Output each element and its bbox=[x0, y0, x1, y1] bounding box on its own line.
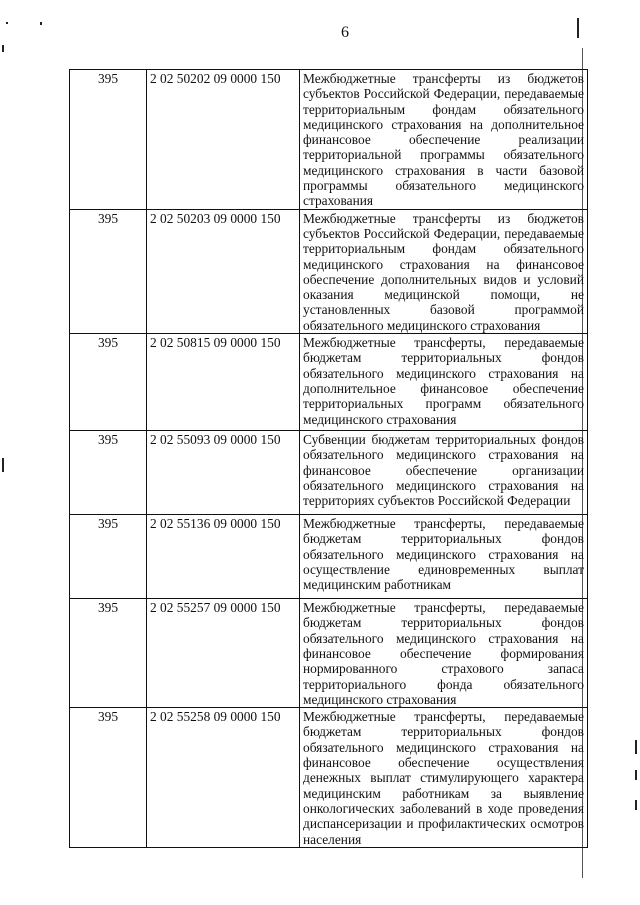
admin-code-cell: 395 bbox=[70, 599, 147, 708]
table-row bbox=[70, 209, 588, 333]
budget-code-cell: 2 02 50815 09 0000 150 bbox=[147, 334, 300, 431]
budget-code-cell: 2 02 50203 09 0000 150 bbox=[147, 209, 300, 333]
admin-code-cell: 395 bbox=[70, 334, 147, 431]
table-row bbox=[70, 515, 588, 599]
description-text: Межбюджетные трансферты из бюджетов субъектов Российской Федерации, передаваемые территориальным фондам обязательного медицинского страхования на дополнительное финансовое обеспечение реализации территориальной программы обязательного медицинского страхования в части базовой программы обязательного медицинского страхования bbox=[303, 71, 584, 209]
description-cell bbox=[300, 70, 588, 210]
scan-speck bbox=[635, 740, 637, 754]
description-text: Межбюджетные трансферты из бюджетов субъектов Российской Федерации, передаваемые территориальным фондам обязательного медицинского страхования на финансовое обеспечение дополнительных видов и условий оказания медицинской помощи, не установленных базовой программой обязательного медицинского страхования bbox=[303, 210, 584, 333]
description-text: Межбюджетные трансферты, передаваемые бюджетам территориальных фондов обязательного медицинского страхования на финансовое обеспечение формирования нормированного страхового запаса территориального фонда обязательного медицинского страхования bbox=[303, 600, 584, 707]
admin-code-cell: 395 bbox=[70, 70, 147, 210]
table-row bbox=[70, 708, 588, 848]
description-cell bbox=[300, 708, 588, 848]
description-text: Межбюджетные трансферты, передаваемые бюджетам территориальных фондов обязательного медицинского страхования на осуществление единовременных выплат медицинским работникам bbox=[303, 516, 584, 593]
description-text: Межбюджетные трансферты, передаваемые бюджетам территориальных фондов обязательного медицинского страхования на дополнительное финансовое обеспечение территориальных программ обязательного медицинского страхования bbox=[303, 335, 584, 427]
budget-code-cell: 2 02 55257 09 0000 150 bbox=[147, 599, 300, 708]
budget-code-cell: 2 02 55136 09 0000 150 bbox=[147, 515, 300, 599]
description-cell bbox=[300, 431, 588, 515]
scan-speck bbox=[2, 458, 4, 472]
admin-code-cell: 395 bbox=[70, 431, 147, 515]
admin-code-cell: 395 bbox=[70, 515, 147, 599]
admin-code-cell: 395 bbox=[70, 708, 147, 848]
scan-speck bbox=[635, 770, 637, 780]
budget-code-cell: 2 02 55093 09 0000 150 bbox=[147, 431, 300, 515]
scan-speck bbox=[635, 800, 637, 810]
table-row bbox=[70, 70, 588, 210]
scan-speck bbox=[2, 45, 4, 52]
budget-code-cell: 2 02 50202 09 0000 150 bbox=[147, 70, 300, 210]
description-text: Субвенции бюджетам территориальных фондов обязательного медицинского страхования на финансовое обеспечение организации обязательного медицинского страхования на территориях субъектов Российской Федерации bbox=[303, 432, 584, 509]
description-cell bbox=[300, 334, 588, 431]
table-row bbox=[70, 431, 588, 515]
budget-classification-table bbox=[69, 69, 588, 848]
budget-code-cell: 2 02 55258 09 0000 150 bbox=[147, 708, 300, 848]
description-cell bbox=[300, 515, 588, 599]
table-row bbox=[70, 334, 588, 431]
admin-code-cell: 395 bbox=[70, 209, 147, 333]
description-cell bbox=[300, 209, 588, 333]
page-number: 6 bbox=[341, 24, 349, 41]
description-cell bbox=[300, 599, 588, 708]
description-text: Межбюджетные трансферты, передаваемые бюджетам территориальных фондов обязательного медицинского страхования на финансовое обеспечение осуществления денежных выплат стимулирующего характера медицинским работникам за выявление онкологических заболеваний в ходе проведения диспансеризации и профилактических осмотров населения bbox=[303, 709, 584, 847]
table-row bbox=[70, 599, 588, 708]
